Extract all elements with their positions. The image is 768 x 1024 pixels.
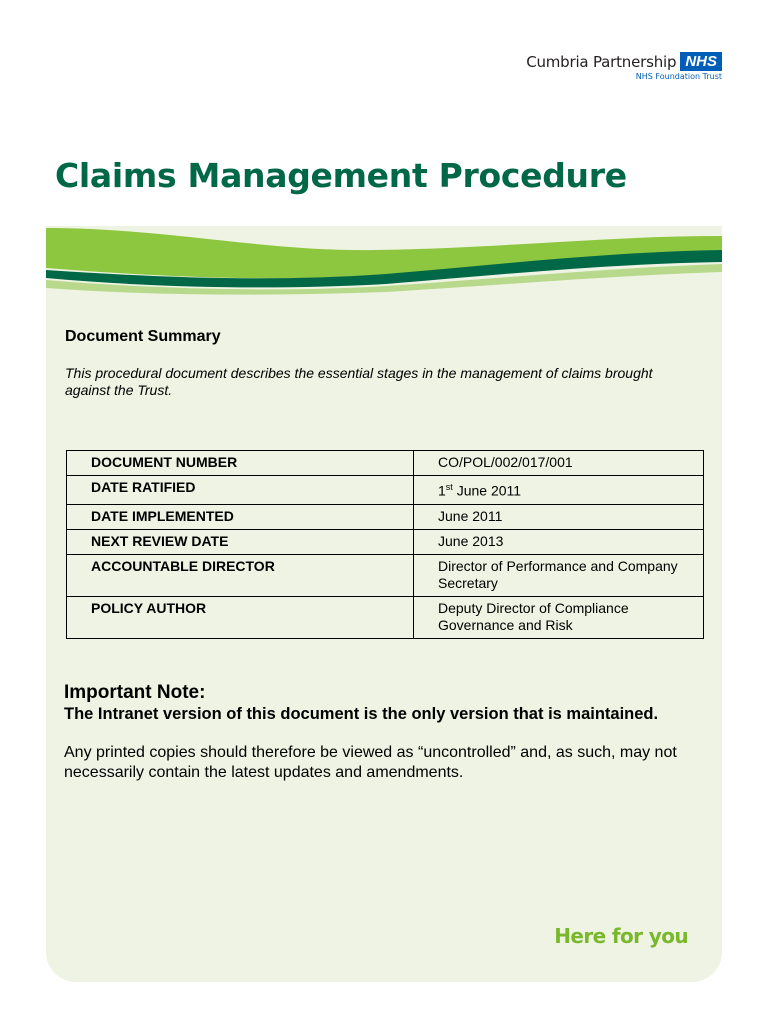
- important-note-text: Any printed copies should therefore be viewed as “uncontrolled” and, as such, may not necessarily contain the latest updates and amendments.: [64, 744, 677, 781]
- header-wave-graphic: [46, 226, 722, 296]
- row-value: CO/POL/002/017/001: [414, 451, 704, 476]
- logo-row: [526, 52, 722, 71]
- table-row: [67, 554, 704, 596]
- row-label: NEXT REVIEW DATE: [67, 529, 414, 554]
- summary-text: This procedural document describes the essential stages in the management of claims brought against the Trust.: [65, 365, 653, 398]
- logo-subtitle: NHS Foundation Trust: [635, 72, 722, 81]
- logo-trust-name: Cumbria Partnership: [526, 52, 677, 71]
- important-note-heading: Important Note:: [64, 682, 206, 703]
- trust-logo: [526, 52, 722, 81]
- row-value: Deputy Director of Compliance Governance and Risk: [414, 596, 704, 638]
- summary-heading: Document Summary: [65, 328, 221, 345]
- row-value: [414, 476, 704, 505]
- table-row: [67, 529, 704, 554]
- row-value: June 2011: [414, 504, 704, 529]
- row-label: DATE RATIFIED: [67, 476, 414, 505]
- tagline: Here for you: [554, 924, 688, 948]
- document-title: Claims Management Procedure: [55, 156, 627, 195]
- value-prefix: 1: [438, 482, 446, 499]
- row-value: Director of Performance and Company Secretary: [414, 554, 704, 596]
- row-label: DOCUMENT NUMBER: [67, 451, 414, 476]
- important-note-bold: The Intranet version of this document is the only version that is maintained.: [64, 705, 659, 723]
- value-suffix: June 2011: [452, 482, 522, 499]
- row-label: ACCOUNTABLE DIRECTOR: [67, 554, 414, 596]
- table-row: [67, 451, 704, 476]
- table-row: [67, 504, 704, 529]
- value-superscript: st: [445, 482, 453, 492]
- table-row: [67, 596, 704, 638]
- row-label: POLICY AUTHOR: [67, 596, 414, 638]
- row-value: June 2013: [414, 529, 704, 554]
- document-info-table: [66, 450, 704, 639]
- table-row: [67, 476, 704, 505]
- nhs-logo-box: NHS: [680, 52, 722, 71]
- row-label: DATE IMPLEMENTED: [67, 504, 414, 529]
